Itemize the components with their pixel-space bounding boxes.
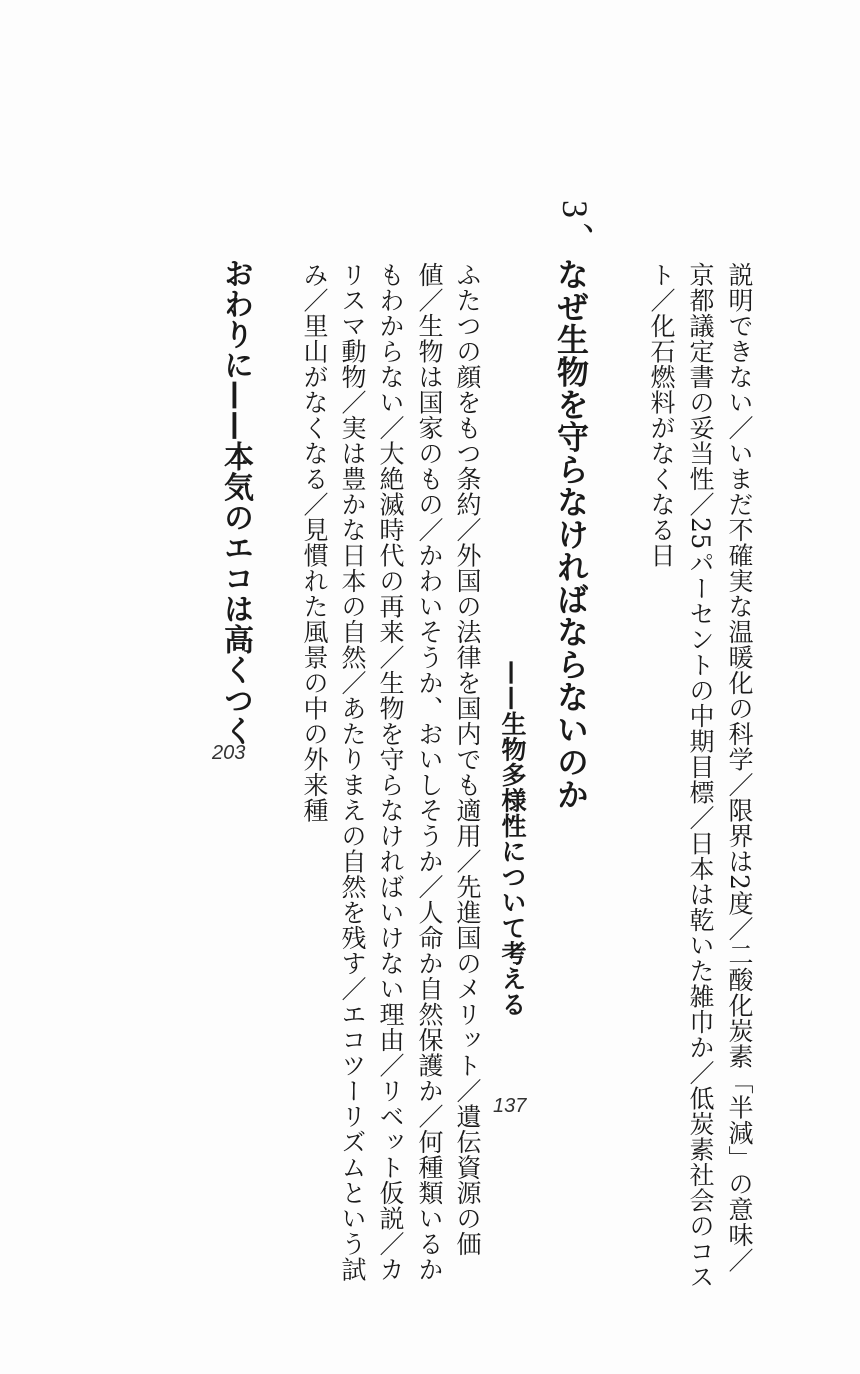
chapter-number: 3、	[555, 200, 595, 262]
contents-line: ト／化石燃料がなくなる日	[647, 262, 676, 568]
conclusion-page-number: 203	[212, 742, 246, 764]
chapter-page-number: 137	[493, 1095, 527, 1117]
contents-line: リスマ動物／実は豊かな日本の自然／あたりまえの自然を残す／エコツーリズムという試	[338, 262, 367, 1282]
contents-line: 京都議定書の妥当性／25パーセントの中期目標／日本は乾いた雑巾か／低炭素社会のコス	[686, 262, 715, 1290]
conclusion-title: おわりに——本気のエコは高くつく	[218, 258, 253, 746]
chapter-title: なぜ生物を守らなければならないのか	[552, 258, 590, 811]
contents-line: 値／生物は国家のもの／かわいそうか、おいしそうか／人命か自然保護か／何種類いるか	[415, 262, 444, 1282]
contents-line: 説明できない／いまだ不確実な温暖化の科学／限界は2度／二酸化炭素「半減」の意味／	[725, 262, 754, 1273]
contents-line: み／里山がなくなる／見慣れた風景の中の外来種	[300, 262, 329, 823]
contents-line: ふたつの顔をもつ条約／外国の法律を国内でも適用／先進国のメリット／遺伝資源の価	[453, 262, 482, 1257]
contents-line: もわからない／大絶滅時代の再来／生物を守らなければいけない理由／リベット仮説／カ	[376, 262, 405, 1282]
chapter-subtitle: ——生物多様性について考える	[498, 660, 527, 1017]
